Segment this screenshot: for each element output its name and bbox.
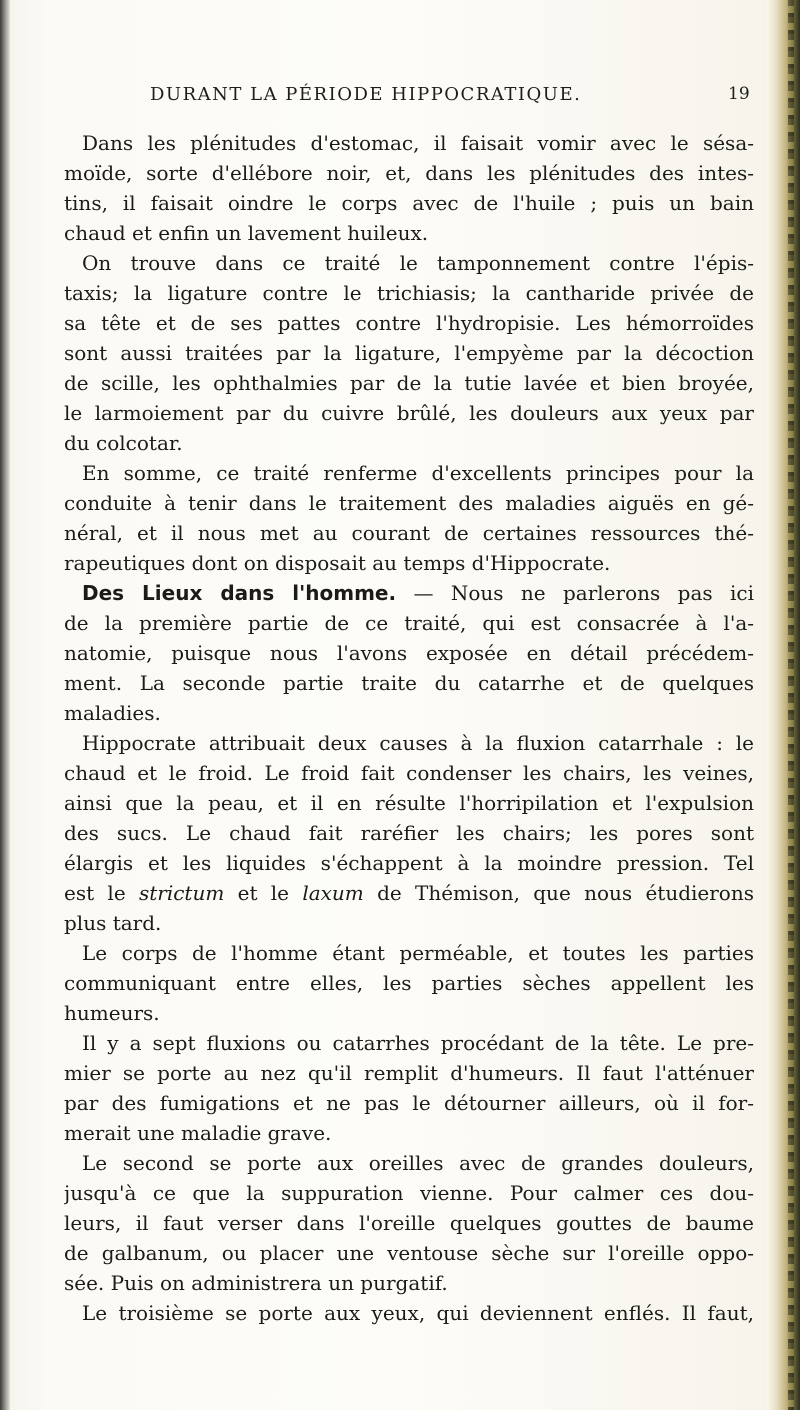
text-line	[64, 1148, 754, 1178]
text-run: rapeutiques dont on disposait au temps d'Hippocrate.	[64, 551, 611, 575]
text-line	[64, 1238, 754, 1268]
text-line	[64, 1058, 754, 1088]
text-line	[64, 488, 754, 518]
text-line	[64, 908, 754, 938]
text-run: élargis et les liquides s'échappent à la moindre pression. Tel	[64, 851, 754, 875]
text-line	[64, 218, 754, 248]
text-line	[64, 938, 754, 968]
text-line	[64, 1088, 754, 1118]
text-run: tins, il faisait oindre le corps avec de l'huile ; puis un bain	[64, 191, 754, 215]
text-line	[64, 128, 754, 158]
page-number: 19	[728, 84, 750, 104]
text-line	[64, 518, 754, 548]
text-run: plus tard.	[64, 911, 162, 935]
text-line	[64, 788, 754, 818]
text-run: merait une maladie grave.	[64, 1121, 332, 1145]
text-line	[64, 758, 754, 788]
text-run: de scille, les ophthalmies par de la tutie lavée et bien broyée,	[64, 371, 754, 395]
text-run: Dans les plénitudes d'estomac, il faisait vomir avec le sésa-	[82, 131, 754, 155]
text-run: mier se porte au nez qu'il remplit d'humeurs. Il faut l'atténuer	[64, 1061, 754, 1085]
text-run: Le corps de l'homme étant perméable, et toutes les parties	[82, 941, 754, 965]
text-line	[64, 158, 754, 188]
text-line	[64, 578, 754, 608]
text-line	[64, 278, 754, 308]
text-line	[64, 608, 754, 638]
text-run: maladies.	[64, 701, 161, 725]
text-run: chaud et enfin un lavement huileux.	[64, 221, 429, 245]
text-run: Le troisième se porte aux yeux, qui deviennent enflés. Il faut,	[82, 1301, 754, 1325]
text-line	[64, 668, 754, 698]
italic-term: strictum	[138, 881, 225, 905]
text-run: communiquant entre elles, les parties sèches appellent les	[64, 971, 754, 995]
text-line	[64, 1118, 754, 1148]
text-line	[64, 998, 754, 1028]
page-gutter-shadow	[0, 0, 10, 1410]
text-line	[64, 1268, 754, 1298]
text-line	[64, 1028, 754, 1058]
text-run: de la première partie de ce traité, qui est consacrée à l'a-	[64, 611, 754, 635]
text-line	[64, 368, 754, 398]
page-edge-binding	[766, 0, 800, 1410]
text-run: chaud et le froid. Le froid fait condenser les chairs, les veines,	[64, 761, 754, 785]
text-run: le larmoiement par du cuivre brûlé, les douleurs aux yeux par	[64, 401, 754, 425]
text-run: de galbanum, ou placer une ventouse sèche sur l'oreille oppo-	[64, 1241, 754, 1265]
text-run: Il y a sept fluxions ou catarrhes procédant de la tête. Le pre-	[82, 1031, 754, 1055]
text-run: ment. La seconde partie traite du catarrhe et de quelques	[64, 671, 754, 695]
text-line	[64, 188, 754, 218]
text-run: On trouve dans ce traité le tamponnement contre l'épis-	[82, 251, 754, 275]
text-run: taxis; la ligature contre le trichiasis; la cantharide privée de	[64, 281, 754, 305]
text-line	[64, 698, 754, 728]
text-line	[64, 398, 754, 428]
running-title: DURANT LA PÉRIODE HIPPOCRATIQUE.	[150, 84, 582, 105]
text-run: leurs, il faut verser dans l'oreille quelques gouttes de baume	[64, 1211, 754, 1235]
text-line	[64, 638, 754, 668]
text-run: jusqu'à ce que la suppuration vienne. Pour calmer ces dou-	[64, 1181, 754, 1205]
text-run: natomie, puisque nous l'avons exposée en détail précédem-	[64, 641, 754, 665]
text-run: néral, et il nous met au courant de certaines ressources thé-	[64, 521, 754, 545]
text-run: sa tête et de ses pattes contre l'hydropisie. Les hémorroïdes	[64, 311, 754, 335]
text-line	[64, 728, 754, 758]
text-line	[64, 848, 754, 878]
italic-term: laxum	[302, 881, 364, 905]
text-line	[64, 248, 754, 278]
section-heading: Des Lieux dans l'homme.	[82, 581, 397, 605]
text-run: moïde, sorte d'ellébore noir, et, dans les plénitudes des intes-	[64, 161, 754, 185]
text-run: humeurs.	[64, 1001, 160, 1025]
text-run: Hippocrate attribuait deux causes à la fluxion catarrhale : le	[82, 731, 754, 755]
text-run: par des fumigations et ne pas le détourner ailleurs, où il for-	[64, 1091, 754, 1115]
text-run: En somme, ce traité renferme d'excellents principes pour la	[82, 461, 754, 485]
text-line	[64, 1178, 754, 1208]
text-run: des sucs. Le chaud fait raréfier les chairs; les pores sont	[64, 821, 754, 845]
text-line	[64, 338, 754, 368]
text-run: Le second se porte aux oreilles avec de grandes douleurs,	[82, 1151, 754, 1175]
text-run: et le	[224, 881, 303, 905]
text-line	[64, 458, 754, 488]
text-line	[64, 428, 754, 458]
text-line	[64, 818, 754, 848]
text-run: sée. Puis on administrera un purgatif.	[64, 1271, 448, 1295]
text-run: conduite à tenir dans le traitement des maladies aiguës en gé-	[64, 491, 754, 515]
text-run: ainsi que la peau, et il en résulte l'horripilation et l'expulsion	[64, 791, 754, 815]
text-run: est le	[64, 881, 139, 905]
text-line	[64, 968, 754, 998]
text-line	[64, 878, 754, 908]
text-run: du colcotar.	[64, 431, 183, 455]
body-text	[64, 128, 754, 1328]
text-line	[64, 1298, 754, 1328]
text-run: sont aussi traitées par la ligature, l'empyème par la décoction	[64, 341, 754, 365]
text-line	[64, 1208, 754, 1238]
text-run: — Nous ne parlerons pas ici	[396, 581, 754, 605]
text-line	[64, 308, 754, 338]
text-line	[64, 548, 754, 578]
text-run: de Thémison, que nous étudierons	[363, 881, 754, 905]
